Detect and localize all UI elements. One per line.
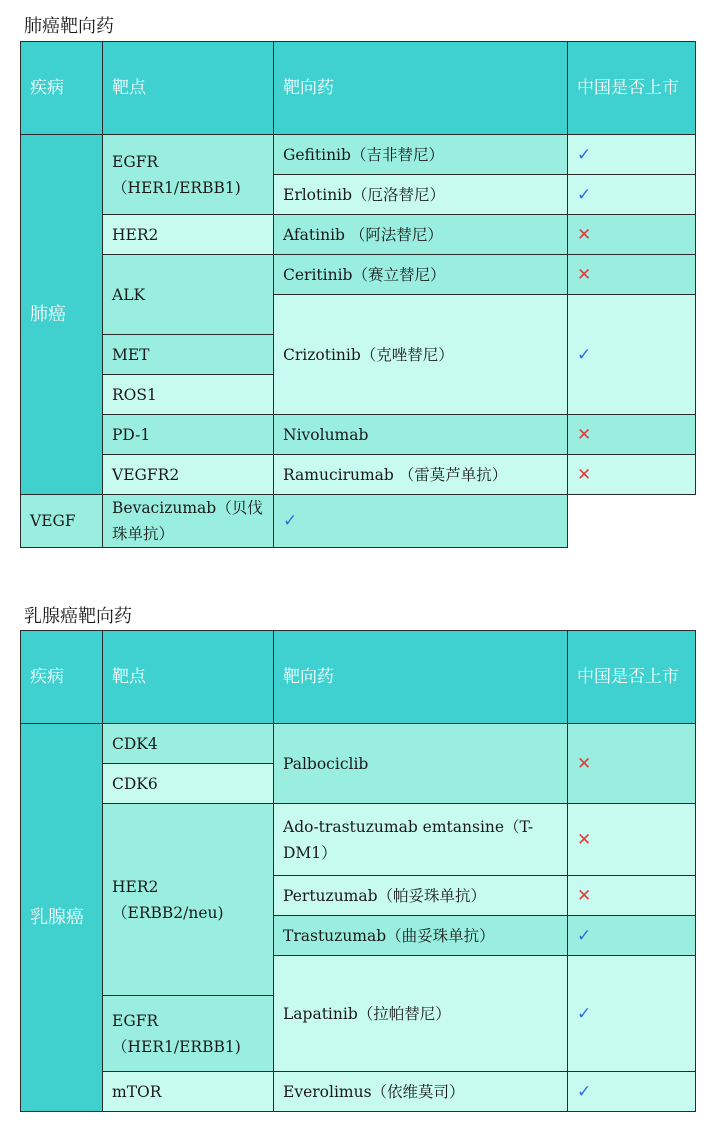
status-cell — [274, 495, 568, 548]
status-cell — [568, 1072, 696, 1112]
cross-icon: ✕ — [577, 424, 592, 445]
breast-section-title: 乳腺癌靶向药 — [24, 606, 132, 627]
check-icon: ✓ — [577, 1081, 592, 1102]
status-cell — [568, 135, 696, 175]
drug-cell: Pertuzumab（帕妥珠单抗） — [274, 876, 568, 916]
cross-icon: ✕ — [577, 829, 592, 850]
cross-icon: ✕ — [577, 753, 592, 774]
status-cell — [568, 415, 696, 455]
disease-cell: 乳腺癌 — [21, 724, 103, 1112]
header-status: 中国是否上市 — [568, 42, 696, 135]
status-cell — [568, 804, 696, 876]
drug-cell: Everolimus（依维莫司） — [274, 1072, 568, 1112]
status-cell — [568, 215, 696, 255]
header-status: 中国是否上市 — [568, 631, 696, 724]
target-cell: EGFR（HER1/ERBB1) — [103, 135, 274, 215]
drug-cell: Bevacizumab（贝伐珠单抗） — [103, 495, 274, 548]
drug-cell: Erlotinib（厄洛替尼） — [274, 175, 568, 215]
drug-cell: Crizotinib（克唑替尼） — [274, 295, 568, 415]
target-cell: VEGF — [21, 495, 103, 548]
check-icon: ✓ — [283, 511, 298, 531]
drug-cell: Ado-trastuzumab emtansine（T-DM1） — [274, 804, 568, 876]
cross-icon: ✕ — [577, 464, 592, 485]
header-target: 靶点 — [103, 631, 274, 724]
target-cell: ALK — [103, 255, 274, 335]
check-icon: ✓ — [577, 344, 592, 365]
target-cell: MET — [103, 335, 274, 375]
drug-cell: Palbociclib — [274, 724, 568, 804]
drug-cell: Afatinib （阿法替尼） — [274, 215, 568, 255]
target-cell: PD-1 — [103, 415, 274, 455]
lung-section-title: 肺癌靶向药 — [24, 16, 114, 37]
target-cell: VEGFR2 — [103, 455, 274, 495]
drug-cell: Ceritinib（赛立替尼） — [274, 255, 568, 295]
status-cell — [568, 255, 696, 295]
status-cell — [568, 724, 696, 804]
header-target: 靶点 — [103, 42, 274, 135]
target-cell: ROS1 — [103, 375, 274, 415]
lung-drug-table — [20, 41, 696, 548]
breast-drug-table — [20, 630, 696, 1112]
check-icon: ✓ — [577, 144, 592, 165]
disease-cell: 肺癌 — [21, 135, 103, 495]
status-cell — [568, 455, 696, 495]
drug-cell: Trastuzumab（曲妥珠单抗） — [274, 916, 568, 956]
status-cell — [568, 956, 696, 1072]
header-drug: 靶向药 — [274, 42, 568, 135]
status-cell — [568, 295, 696, 415]
target-cell: CDK6 — [103, 764, 274, 804]
status-cell — [568, 876, 696, 916]
drug-cell: Ramucirumab （雷莫芦单抗） — [274, 455, 568, 495]
header-disease: 疾病 — [21, 42, 103, 135]
target-cell: HER2（ERBB2/neu) — [103, 804, 274, 996]
target-cell: mTOR — [103, 1072, 274, 1112]
drug-cell: Gefitinib（吉非替尼） — [274, 135, 568, 175]
drug-cell: Lapatinib（拉帕替尼） — [274, 956, 568, 1072]
header-drug: 靶向药 — [274, 631, 568, 724]
header-disease: 疾病 — [21, 631, 103, 724]
check-icon: ✓ — [577, 925, 592, 946]
cross-icon: ✕ — [577, 264, 592, 285]
cross-icon: ✕ — [577, 885, 592, 906]
drug-cell: Nivolumab — [274, 415, 568, 455]
target-cell: EGFR（HER1/ERBB1) — [103, 996, 274, 1072]
status-cell — [568, 916, 696, 956]
target-cell: CDK4 — [103, 724, 274, 764]
target-cell: HER2 — [103, 215, 274, 255]
check-icon: ✓ — [577, 1003, 592, 1024]
status-cell — [568, 175, 696, 215]
check-icon: ✓ — [577, 184, 592, 205]
cross-icon: ✕ — [577, 224, 592, 245]
